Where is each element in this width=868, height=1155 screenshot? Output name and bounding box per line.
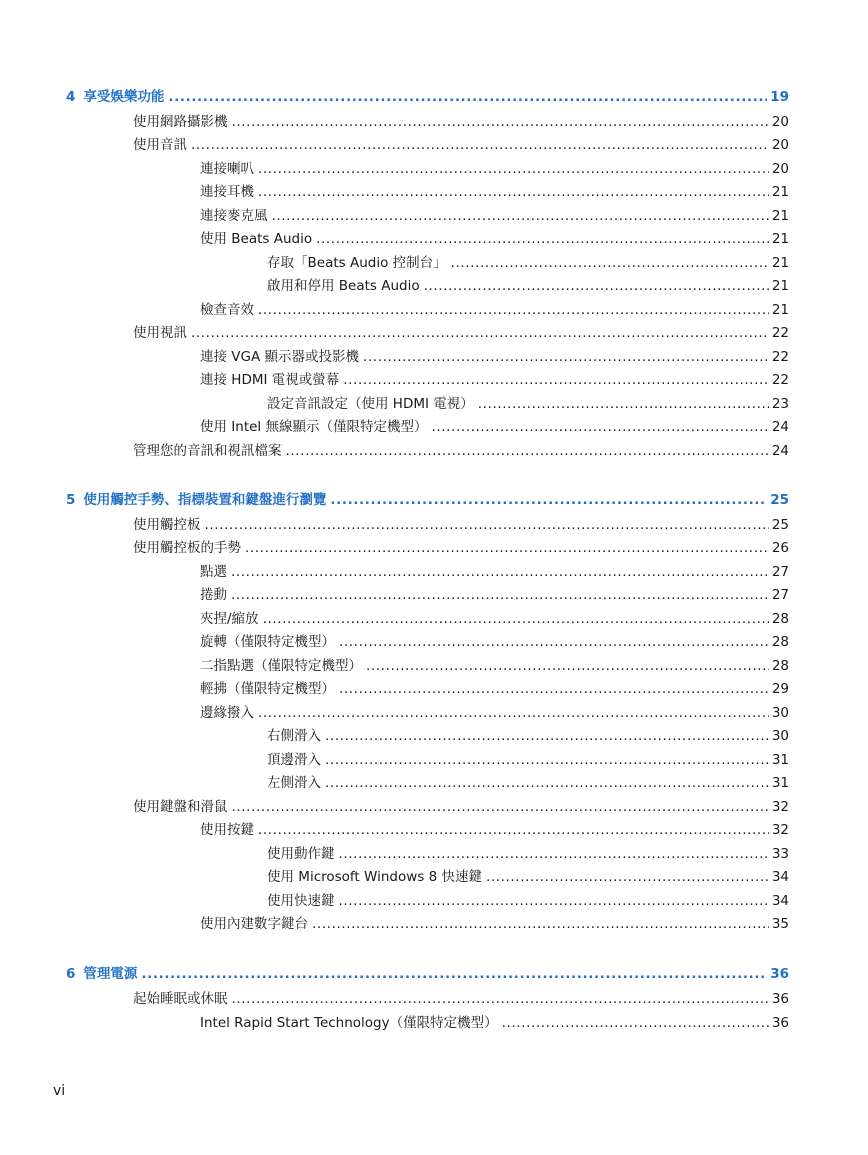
page-number: 25	[770, 492, 789, 508]
toc-chapter-5[interactable]	[66, 491, 789, 509]
toc-entry[interactable]	[267, 727, 789, 745]
toc-entry-page: 31	[771, 752, 789, 768]
dot-leader	[258, 301, 769, 319]
toc-entry-title: 檢查音效	[200, 302, 254, 318]
toc-entry-page: 28	[771, 611, 789, 627]
toc-chapter-6[interactable]	[66, 965, 789, 983]
toc-entry-title: 使用按鍵	[200, 822, 254, 838]
toc-entry-page: 32	[771, 822, 789, 838]
toc-entry-title: 捲動	[200, 587, 227, 603]
toc-entry[interactable]	[133, 516, 789, 534]
dot-leader	[339, 845, 769, 863]
dot-leader	[451, 254, 769, 272]
toc-entry-page: 20	[771, 137, 789, 153]
dot-leader	[258, 821, 769, 839]
toc-entry-title: 連接 HDMI 電視或螢幕	[200, 372, 340, 388]
toc-entry-title: 邊緣撥入	[200, 705, 254, 721]
toc-entry-title: 連接喇叭	[200, 161, 254, 177]
toc-entry-page: 21	[771, 184, 789, 200]
dot-leader	[316, 230, 769, 248]
toc-entry[interactable]	[267, 892, 789, 910]
toc-entry-page: 27	[771, 587, 789, 603]
dot-leader	[486, 868, 769, 886]
dot-leader	[431, 418, 768, 436]
toc-entry-title: 左側滑入	[267, 775, 321, 791]
dot-leader	[205, 516, 769, 534]
toc-entry-title: 使用鍵盤和滑鼠	[133, 799, 228, 815]
toc-entry-title: 使用音訊	[133, 137, 187, 153]
toc-entry-title: 使用 Intel 無線顯示（僅限特定機型）	[200, 419, 428, 435]
toc-entry[interactable]	[200, 183, 789, 201]
dot-leader	[232, 990, 769, 1008]
toc-entry-title: 連接 VGA 顯示器或投影機	[200, 349, 360, 365]
toc-entry[interactable]	[267, 254, 789, 272]
toc-entry[interactable]	[133, 539, 789, 557]
toc-entry[interactable]	[267, 845, 789, 863]
chapter-title: 管理電源	[83, 966, 138, 982]
toc-entry[interactable]	[267, 751, 789, 769]
toc-entry[interactable]	[267, 774, 789, 792]
toc-entry-page: 21	[771, 231, 789, 247]
dot-leader	[339, 892, 769, 910]
toc-entry-title: 右側滑入	[267, 728, 321, 744]
toc-entry[interactable]	[267, 395, 789, 413]
toc-entry[interactable]	[133, 442, 789, 460]
toc-entry[interactable]	[200, 1014, 789, 1032]
toc-entry[interactable]	[200, 207, 789, 225]
toc-entry[interactable]	[200, 230, 789, 248]
toc-entry[interactable]	[200, 915, 789, 933]
dot-leader	[363, 348, 769, 366]
dot-leader	[286, 442, 769, 460]
toc-entry-page: 21	[771, 255, 789, 271]
toc-entry-title: Intel Rapid Start Technology（僅限特定機型）	[200, 1015, 498, 1031]
toc-entry-page: 21	[771, 278, 789, 294]
toc-entry-page: 26	[771, 540, 789, 556]
toc-entry-page: 30	[771, 705, 789, 721]
dot-leader	[330, 491, 767, 509]
toc-entry-title: 點選	[200, 564, 227, 580]
toc-entry[interactable]	[200, 301, 789, 319]
toc-entry[interactable]	[200, 821, 789, 839]
toc-entry-page: 28	[771, 634, 789, 650]
dot-leader	[424, 277, 769, 295]
toc-entry-title: 二指點選（僅限特定機型）	[200, 658, 362, 674]
toc-entry-page: 36	[771, 991, 789, 1007]
toc-entry[interactable]	[200, 371, 789, 389]
dot-leader	[325, 727, 769, 745]
dot-leader	[245, 539, 769, 557]
toc-entry-page: 23	[771, 396, 789, 412]
toc-entry-title: 夾捏/縮放	[200, 611, 259, 627]
toc-entry[interactable]	[200, 418, 789, 436]
toc-entry-title: 旋轉（僅限特定機型）	[200, 634, 335, 650]
dot-leader	[343, 371, 769, 389]
dot-leader	[366, 657, 769, 675]
dot-leader	[232, 798, 769, 816]
toc-entry-page: 34	[771, 869, 789, 885]
toc-entry[interactable]	[267, 277, 789, 295]
dot-leader	[339, 680, 769, 698]
toc-entry-title: 連接麥克風	[200, 208, 268, 224]
toc-entry-title: 連接耳機	[200, 184, 254, 200]
toc-entry-page: 27	[771, 564, 789, 580]
dot-leader	[272, 207, 769, 225]
toc-entry-page: 20	[771, 161, 789, 177]
chapter-number: 4	[66, 89, 76, 105]
toc-entry-title: 頂邊滑入	[267, 752, 321, 768]
toc-entry-page: 33	[771, 846, 789, 862]
toc-entry[interactable]	[200, 563, 789, 581]
toc-entry-page: 32	[771, 799, 789, 815]
chapter-number: 6	[66, 966, 76, 982]
dot-leader	[258, 160, 769, 178]
toc-entry[interactable]	[133, 113, 789, 131]
dot-leader	[263, 610, 769, 628]
dot-leader	[325, 774, 769, 792]
toc-entry[interactable]	[200, 586, 789, 604]
toc-entry-page: 28	[771, 658, 789, 674]
dot-leader	[502, 1014, 769, 1032]
toc-entry-page: 29	[771, 681, 789, 697]
toc-entry-page: 21	[771, 208, 789, 224]
toc-entry-page: 36	[771, 1015, 789, 1031]
toc-entry-page: 30	[771, 728, 789, 744]
toc-entry-title: 使用視訊	[133, 325, 187, 341]
dot-leader	[258, 183, 769, 201]
toc-entry-title: 使用動作鍵	[267, 846, 335, 862]
toc-entry-title: 使用 Beats Audio	[200, 231, 313, 247]
dot-leader	[231, 563, 769, 581]
toc-entry-page: 22	[771, 325, 789, 341]
toc-entry-page: 35	[771, 916, 789, 932]
toc-entry-page: 31	[771, 775, 789, 791]
toc-entry-title: 啟用和停用 Beats Audio	[267, 278, 420, 294]
dot-leader	[478, 395, 769, 413]
toc-entry-title: 使用觸控板	[133, 517, 201, 533]
toc-chapter-4[interactable]	[66, 88, 789, 106]
toc-entry-title: 起始睡眠或休眠	[133, 991, 228, 1007]
toc-entry[interactable]	[200, 657, 789, 675]
toc-entry[interactable]	[200, 160, 789, 178]
chapter-number: 5	[66, 492, 76, 508]
toc-entry[interactable]	[133, 990, 789, 1008]
dot-leader	[191, 136, 769, 154]
page-number: 36	[770, 966, 789, 982]
toc-entry[interactable]	[267, 868, 789, 886]
dot-leader	[325, 751, 769, 769]
toc-entry-page: 20	[771, 114, 789, 130]
toc-entry-page: 21	[771, 302, 789, 318]
toc-entry-title: 存取「Beats Audio 控制台」	[267, 255, 447, 271]
toc-entry[interactable]	[200, 633, 789, 651]
toc-entry[interactable]	[133, 136, 789, 154]
toc-entry-title: 使用快速鍵	[267, 893, 335, 909]
page-number: 19	[770, 89, 789, 105]
chapter-title: 享受娛樂功能	[83, 89, 165, 105]
toc-entry[interactable]	[200, 680, 789, 698]
toc-entry-page: 34	[771, 893, 789, 909]
dot-leader	[141, 965, 767, 983]
toc-entry-title: 管理您的音訊和視訊檔案	[133, 443, 282, 459]
dot-leader	[312, 915, 769, 933]
toc-entry-title: 使用內建數字鍵台	[200, 916, 308, 932]
toc-entry-page: 24	[771, 419, 789, 435]
toc-entry[interactable]	[200, 348, 789, 366]
toc-entry-title: 輕拂（僅限特定機型）	[200, 681, 335, 697]
dot-leader	[191, 324, 769, 342]
toc-entry[interactable]	[200, 704, 789, 722]
toc-entry[interactable]	[200, 610, 789, 628]
toc-entry-page: 22	[771, 372, 789, 388]
toc-entry[interactable]	[133, 798, 789, 816]
dot-leader	[231, 586, 769, 604]
toc-entry-title: 使用 Microsoft Windows 8 快速鍵	[267, 869, 482, 885]
dot-leader	[339, 633, 769, 651]
toc-entry-title: 使用網路攝影機	[133, 114, 228, 130]
dot-leader	[258, 704, 769, 722]
toc-entry-title: 設定音訊設定（使用 HDMI 電視）	[267, 396, 474, 412]
toc-entry-page: 25	[771, 517, 789, 533]
dot-leader	[232, 113, 769, 131]
page-number-footer: vi	[53, 1083, 66, 1099]
toc-entry-title: 使用觸控板的手勢	[133, 540, 241, 556]
toc-entry-page: 22	[771, 349, 789, 365]
dot-leader	[168, 88, 767, 106]
toc-entry[interactable]	[133, 324, 789, 342]
chapter-title: 使用觸控手勢、指標裝置和鍵盤進行瀏覽	[83, 492, 327, 508]
toc-entry-page: 24	[771, 443, 789, 459]
